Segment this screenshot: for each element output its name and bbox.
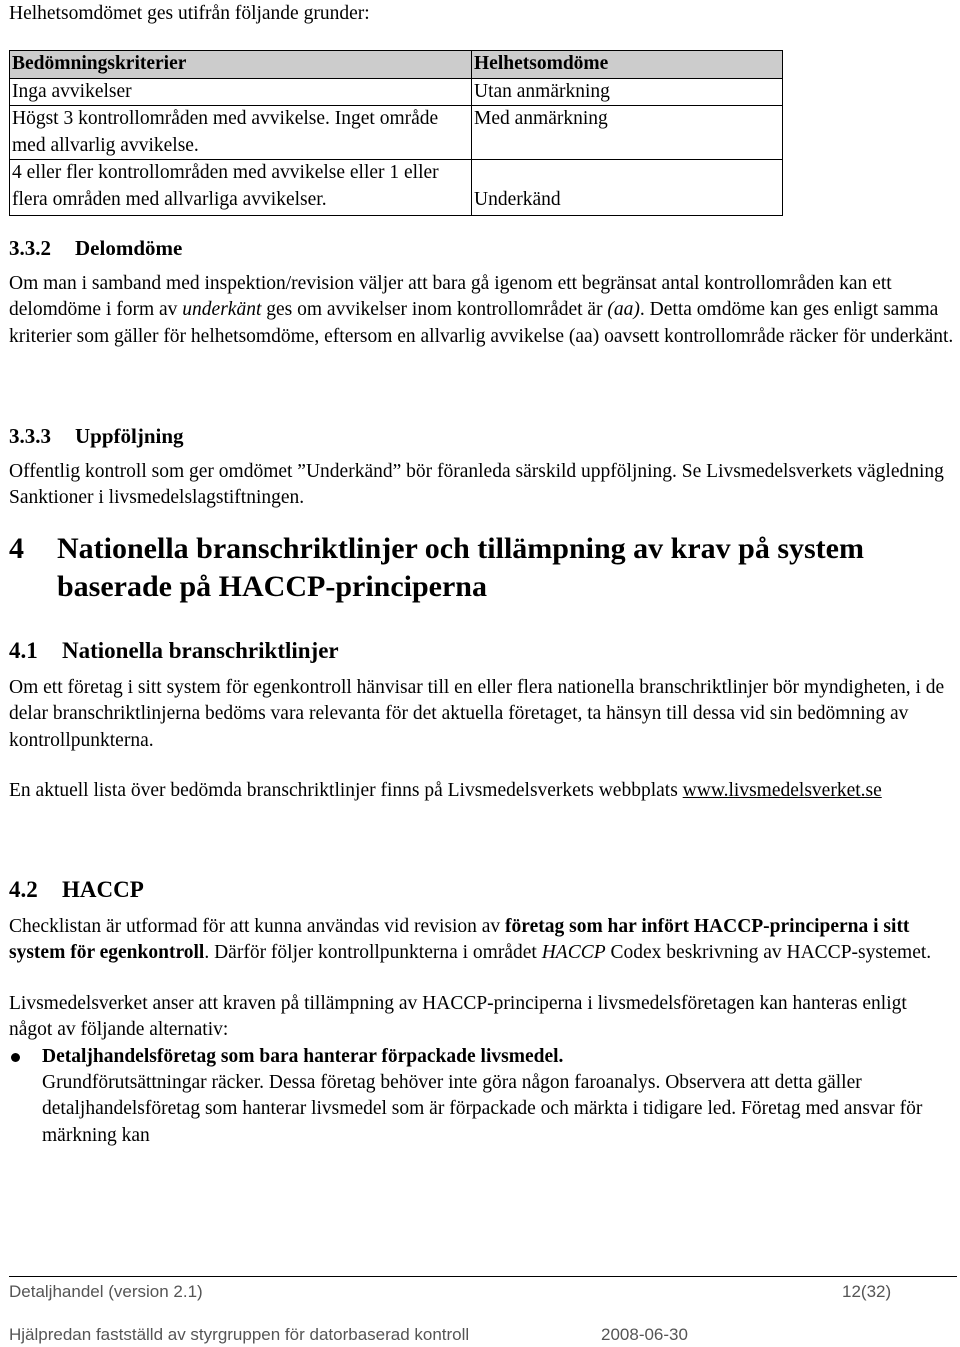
chapter-heading [9,530,954,606]
footer-line-1 [9,1282,954,1302]
section-3-3-2 [9,235,954,350]
chapter-title: Nationella branschriktlinjer och tillämpning av krav på system baserade på HACCP-principerna [57,532,864,603]
livsmedelsverket-link[interactable]: www.livsmedelsverket.se [682,780,882,802]
paragraph [9,914,954,967]
paragraph [9,271,954,350]
table-header-criteria: Bedömningskriterier [10,51,472,79]
alternatives-list [9,1044,954,1150]
paragraph-text: Om man i samband med inspektion/revision väljer att bara gå igenom ett begränsat antal kontrollområden kan ett delomdöme i form av [9,273,892,321]
bullet-icon [11,1053,20,1062]
list-item-text: Grundförutsättningar räcker. Dessa företag behöver inte göra någon faroanalys. Observera att detta gäller detaljhandelsföretag som hanterar livsmedel som är förpackade och märkta i tidigare led. Företag med ansvar för märkning kan [42,1072,923,1146]
section-heading [9,423,954,449]
section-heading [9,876,954,904]
section-title: HACCP [62,877,144,902]
paragraph: Offentlig kontroll som ger omdömet ”Underkänd” bör föranleda särskild uppföljning. Se Livsmedelsverkets vägledning Sanktioner i livsmedelslagstiftningen. [9,461,944,509]
section-number: 4.2 [9,877,38,902]
footer-date: 2008-06-30 [601,1325,688,1344]
table-cell-overall: Utan anmärkning [472,78,783,106]
chapter-4 [9,530,954,606]
table-cell-criteria: Inga avvikelser [10,78,472,106]
paragraph-text: Checklistan är utformad för att kunna användas vid revision av [9,916,506,937]
table-cell-overall: Med anmärkning [472,106,783,160]
section-4-1 [9,637,954,805]
assessment-table [9,50,783,216]
list-item-bold: Detaljhandelsföretag som bara hanterar förpackade livsmedel. [42,1045,564,1067]
paragraph-emphasis: underkänt [182,299,262,321]
section-title: Uppföljning [75,424,184,448]
table-header-row [10,51,783,79]
table-row [10,160,783,216]
section-title: Nationella branschriktlinjer [62,638,339,663]
list-item [9,1044,954,1150]
footer-organization: Hjälpredan fastställd av styrgruppen för datorbaserad kontroll [9,1325,470,1344]
table-cell-criteria: 4 eller fler kontrollområden med avvikelse eller 1 eller flera områden med allvarliga avvikelser. [10,160,472,216]
chapter-number: 4 [9,532,24,565]
footer-line-2 [9,1325,954,1345]
section-heading [9,235,954,261]
table-row [10,106,783,160]
footer-document-name: Detaljhandel (version 2.1) [9,1282,203,1301]
table-cell-criteria: Högst 3 kontrollområden med avvikelse. Inget område med allvarlig avvikelse. [10,106,472,160]
paragraph-text: En aktuell lista över bedömda branschriktlinjer finns på Livsmedelsverkets webbplats [9,780,683,802]
section-number: 3.3.2 [9,236,51,260]
footer-divider [9,1276,957,1277]
paragraph-emphasis: HACCP [541,942,606,964]
table-header-overall: Helhetsomdöme [472,51,783,79]
table-cell-overall: Underkänd [472,160,783,216]
footer-page-number: 12(32) [842,1282,892,1301]
paragraph-text: . Detta omdöme kan ges enligt samma kriterier som gäller för helhetsomdöme, eftersom en allvarlig avvikelse (aa) oavsett kontrollområde räcker för underkänt. [9,299,954,347]
paragraph [9,778,954,804]
paragraph-bold: företag som har infört HACCP-principerna i sitt system för egenkontroll [9,916,910,964]
paragraph-text: Codex beskrivning av HACCP-systemet. [605,942,932,964]
paragraph: Livsmedelsverket anser att kraven på tillämpning av HACCP-principerna i livsmedelsföretagen kan hanteras enligt något av följande alternativ: [9,992,907,1041]
paragraph: Om ett företag i sitt system för egenkontroll hänvisar till en eller flera nationella branschriktlinjer bör myndigheten, i de delar branschriktlinjerna bedöms vara relevanta för det aktuella företaget, ta hänsyn till dessa vid sin bedömning av kontrollpunkterna. [9,677,945,751]
section-heading [9,637,954,665]
section-4-2 [9,876,954,1149]
paragraph-text: ges om avvikelser inom kontrollområdet är [261,299,608,321]
paragraph-text: . Därför följer kontrollpunkterna i området [204,942,542,964]
table-row [10,78,783,106]
section-number: 3.3.3 [9,424,51,448]
paragraph-emphasis: (aa) [607,299,640,321]
section-title: Delomdöme [75,236,183,260]
section-number: 4.1 [9,638,38,663]
intro-text: Helhetsomdömet ges utifrån följande grunder: [9,3,370,24]
section-3-3-3 [9,423,954,512]
